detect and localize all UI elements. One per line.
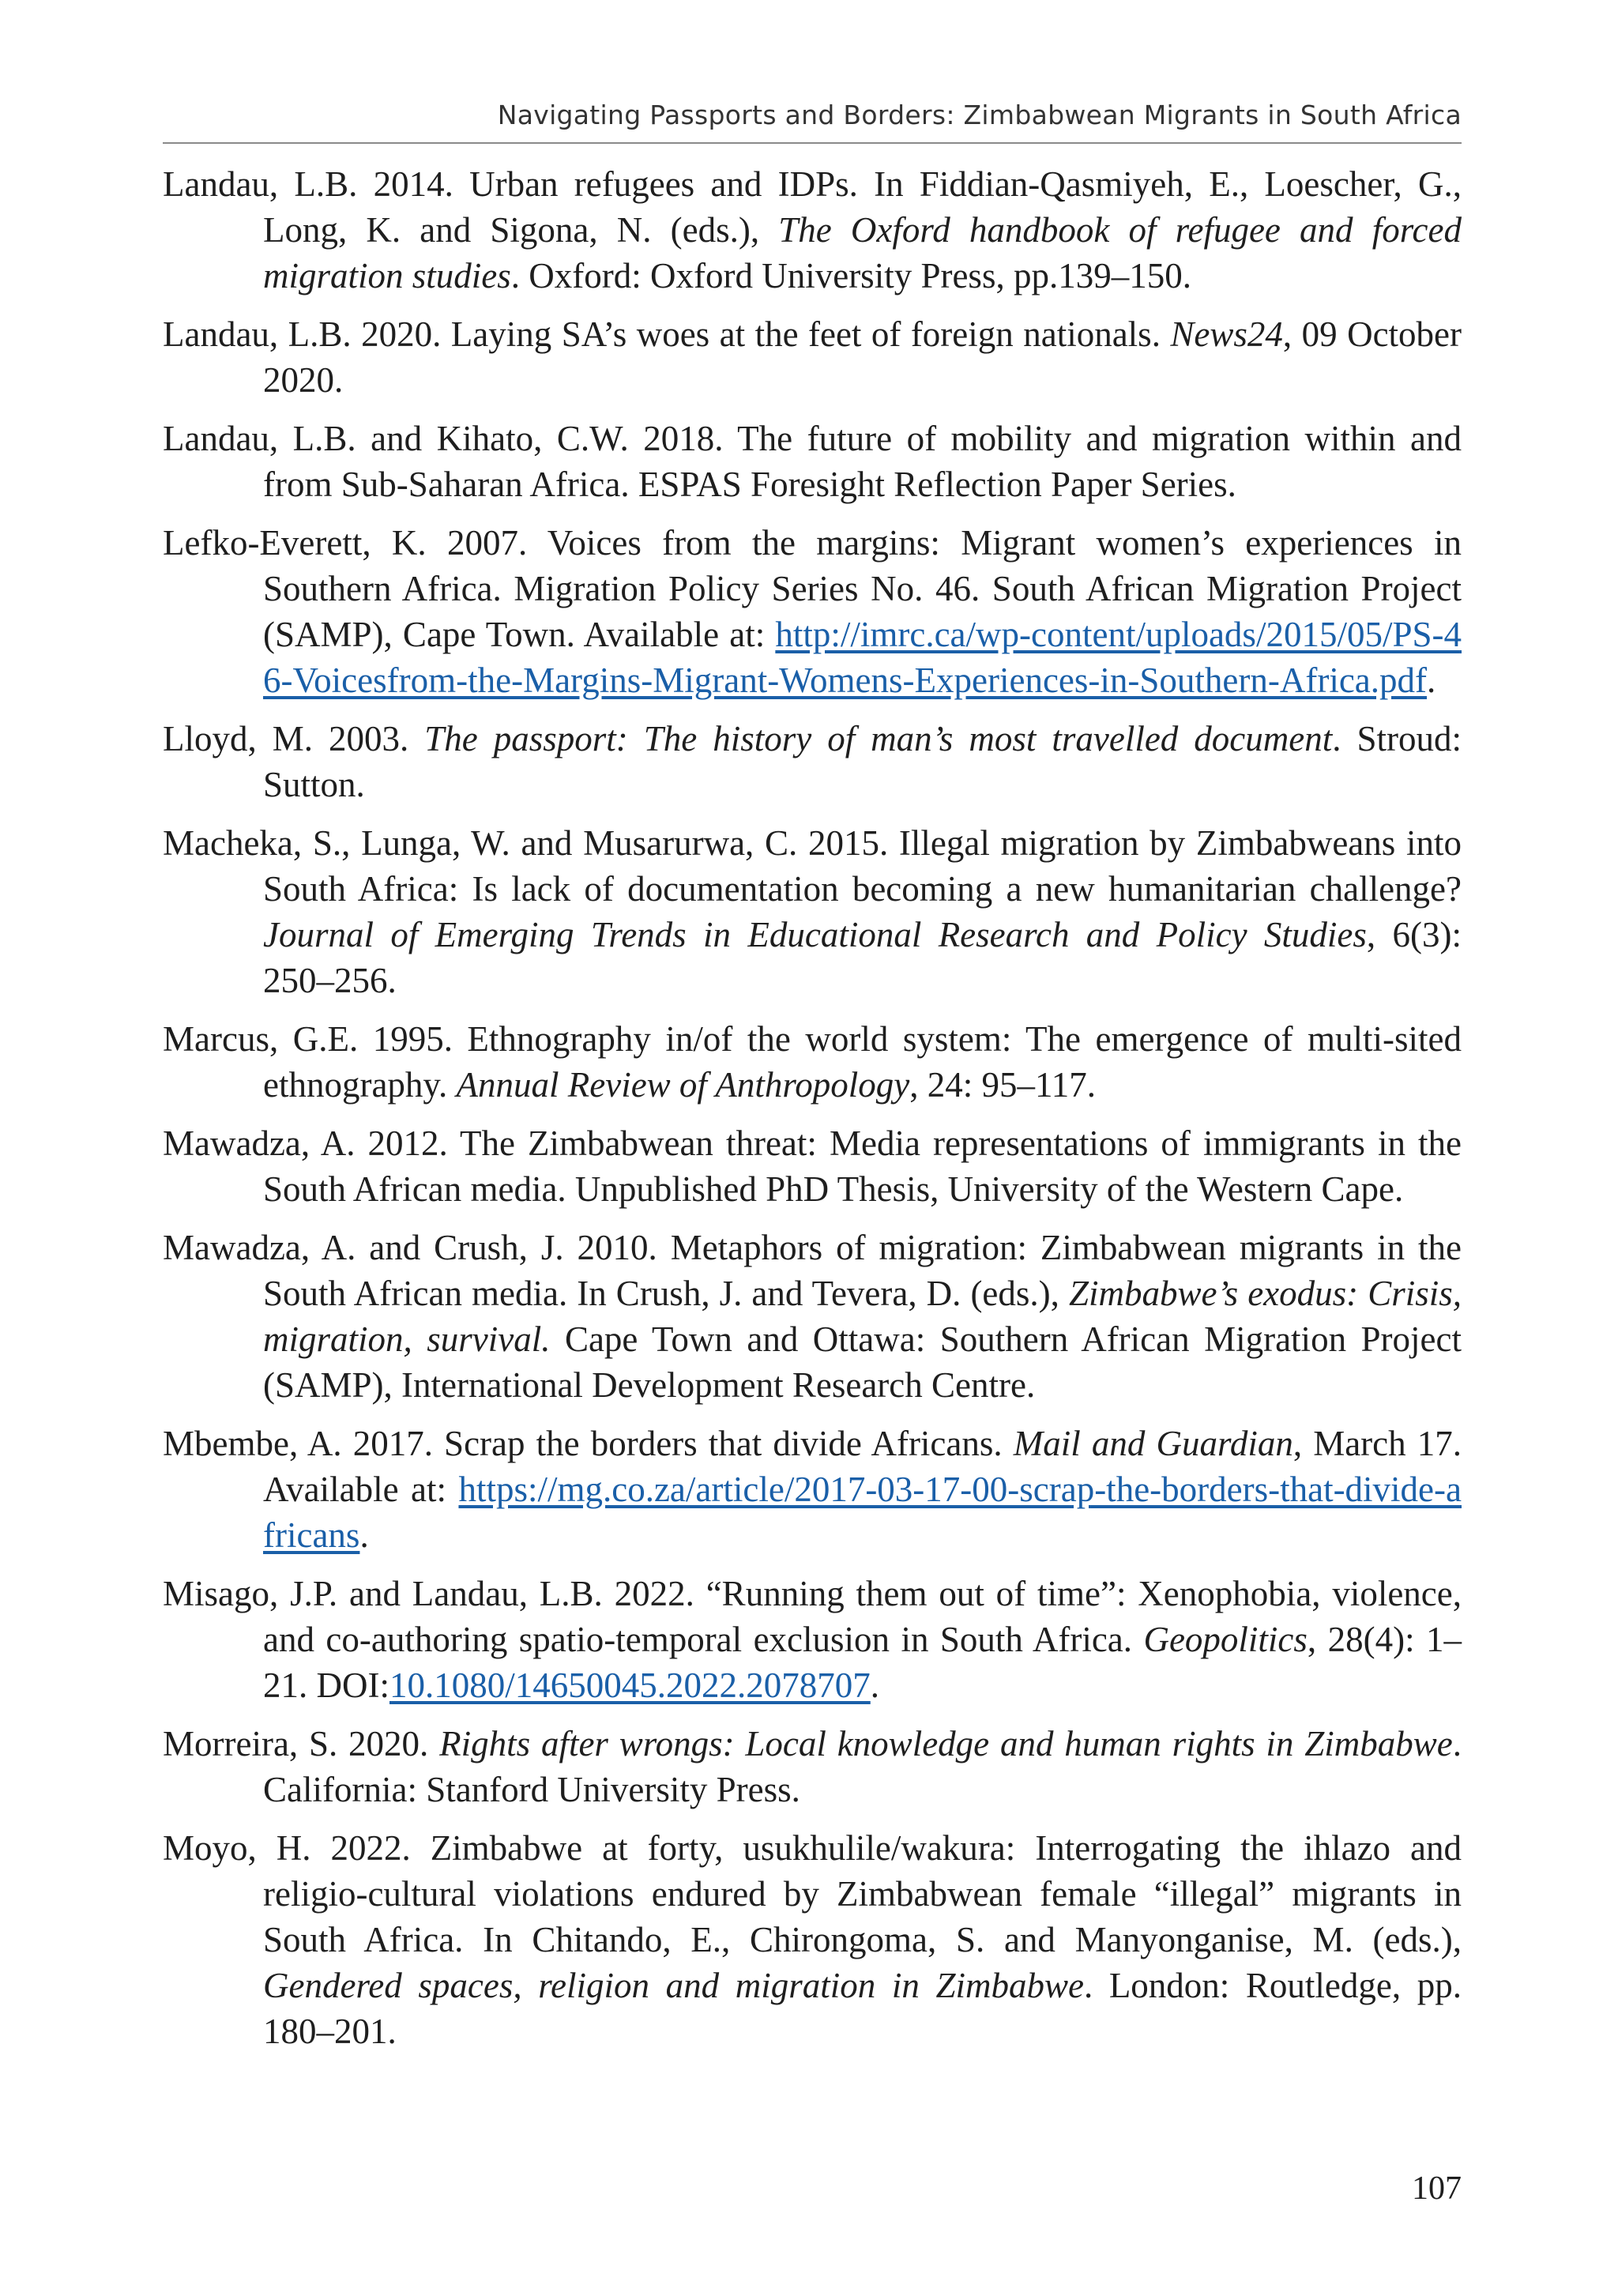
reference-title: Geopolitics: [1143, 1620, 1308, 1659]
reference-text: , 6(3): 250–256.: [263, 915, 1462, 1000]
reference-item: [163, 311, 1462, 403]
reference-text: Lloyd, M. 2003.: [163, 719, 425, 758]
reference-text: .: [1427, 661, 1436, 700]
reference-text: Marcus, G.E. 1995. Ethnography in/of the world system: The emergence of multi-sited ethnography.: [163, 1019, 1462, 1105]
reference-title: Journal of Emerging Trends in Educational Research and Policy Studies: [263, 915, 1367, 954]
reference-title: Annual Review of Anthropology: [456, 1065, 910, 1105]
page-number: 107: [1412, 2170, 1462, 2207]
reference-text: . London: Routledge, pp. 180–201.: [263, 1966, 1462, 2051]
reference-item: [163, 1825, 1462, 2054]
reference-text: . Stroud: Sutton.: [263, 719, 1462, 804]
reference-text: , 09 October 2020.: [263, 314, 1462, 400]
reference-text: , March 17. Available at:: [263, 1424, 1462, 1509]
reference-text: Mawadza, A. 2012. The Zimbabwean threat: Media representations of immigrants in the South African media. Unpublished PhD Thesis, University of the Western Cape.: [163, 1124, 1462, 1209]
reference-text: .: [870, 1666, 879, 1705]
reference-item: [163, 416, 1462, 507]
reference-text: , 24: 95–117.: [909, 1065, 1097, 1105]
reference-text: Misago, J.P. and Landau, L.B. 2022. “Running them out of time”: Xenophobia, violence, and co-authoring spatio-temporal exclusion in South Africa.: [163, 1574, 1462, 1659]
reference-text: Landau, L.B. 2020. Laying SA’s woes at the feet of foreign nationals.: [163, 314, 1171, 354]
reference-title: Zimbabwe’s exodus: Crisis, migration, survival.: [263, 1274, 1462, 1359]
reference-text: Landau, L.B. and Kihato, C.W. 2018. The future of mobility and migration within and from Sub-Saharan Africa. ESPAS Foresight Reflection Paper Series.: [163, 419, 1462, 504]
reference-item: [163, 716, 1462, 807]
reference-item: [163, 1225, 1462, 1408]
reference-text: , 28(4): 1–21. DOI:: [263, 1620, 1462, 1705]
reference-item: [163, 1721, 1462, 1812]
reference-item: [163, 1421, 1462, 1558]
reference-item: [163, 1120, 1462, 1212]
reference-item: [163, 1571, 1462, 1708]
reference-text: Mbembe, A. 2017. Scrap the borders that divide Africans.: [163, 1424, 1014, 1463]
reference-title: The Oxford handbook of refugee and forced migration studies: [263, 210, 1462, 295]
reference-text: Moyo, H. 2022. Zimbabwe at forty, usukhulile/wakura: Interrogating the ihlazo and religio-cultural violations endured by Zimbabwean female “illegal” migrants in South Africa. In Chitando, E., Chirongoma, S. and Manyonganise, M. (eds.),: [163, 1828, 1462, 1959]
reference-text: Lefko-Everett, K. 2007. Voices from the margins: Migrant women’s experiences in Southern Africa. Migration Policy Series No. 46. South African Migration Project (SAMP), Cape Town. Available at:: [163, 523, 1462, 654]
reference-text: . Oxford: Oxford University Press, pp.139–150.: [510, 256, 1191, 295]
reference-item: [163, 820, 1462, 1003]
reference-list: [163, 161, 1462, 2067]
reference-link[interactable]: http://imrc.ca/wp-content/uploads/2015/05/PS-46-Voicesfrom-the-Margins-Migrant-Womens-Experiences-in-Southern-Africa.pdf: [263, 615, 1462, 700]
reference-text: Mawadza, A. and Crush, J. 2010. Metaphors of migration: Zimbabwean migrants in the South African media. In Crush, J. and Tevera, D. (eds.),: [163, 1228, 1462, 1313]
reference-title: Gendered spaces, religion and migration in Zimbabwe: [263, 1966, 1084, 2005]
header-rule: [163, 142, 1462, 144]
reference-title: Mail and Guardian: [1013, 1424, 1293, 1463]
reference-item: [163, 520, 1462, 703]
running-head: Navigating Passports and Borders: Zimbabwean Migrants in South Africa: [497, 100, 1462, 130]
reference-text: Morreira, S. 2020.: [163, 1724, 440, 1763]
reference-title: News24: [1170, 314, 1283, 354]
reference-text: Landau, L.B. 2014. Urban refugees and IDPs. In Fiddian-Qasmiyeh, E., Loescher, G., Long, K. and Sigona, N. (eds.),: [163, 164, 1462, 250]
reference-text: Cape Town and Ottawa: Southern African Migration Project (SAMP), International Development Research Centre.: [263, 1319, 1462, 1405]
reference-title: The passport: The history of man’s most travelled document: [424, 719, 1333, 758]
reference-item: [163, 1016, 1462, 1108]
reference-item: [163, 161, 1462, 299]
reference-text: Macheka, S., Lunga, W. and Musarurwa, C. 2015. Illegal migration by Zimbabweans into South Africa: Is lack of documentation becoming a new humanitarian challenge?: [163, 823, 1462, 909]
reference-text: . California: Stanford University Press.: [263, 1724, 1462, 1809]
reference-link[interactable]: https://mg.co.za/article/2017-03-17-00-scrap-the-borders-that-divide-africans: [263, 1470, 1462, 1555]
reference-text: .: [359, 1515, 369, 1555]
reference-title: Rights after wrongs: Local knowledge and human rights in Zimbabwe: [439, 1724, 1453, 1763]
reference-link[interactable]: 10.1080/14650045.2022.2078707: [389, 1666, 871, 1705]
